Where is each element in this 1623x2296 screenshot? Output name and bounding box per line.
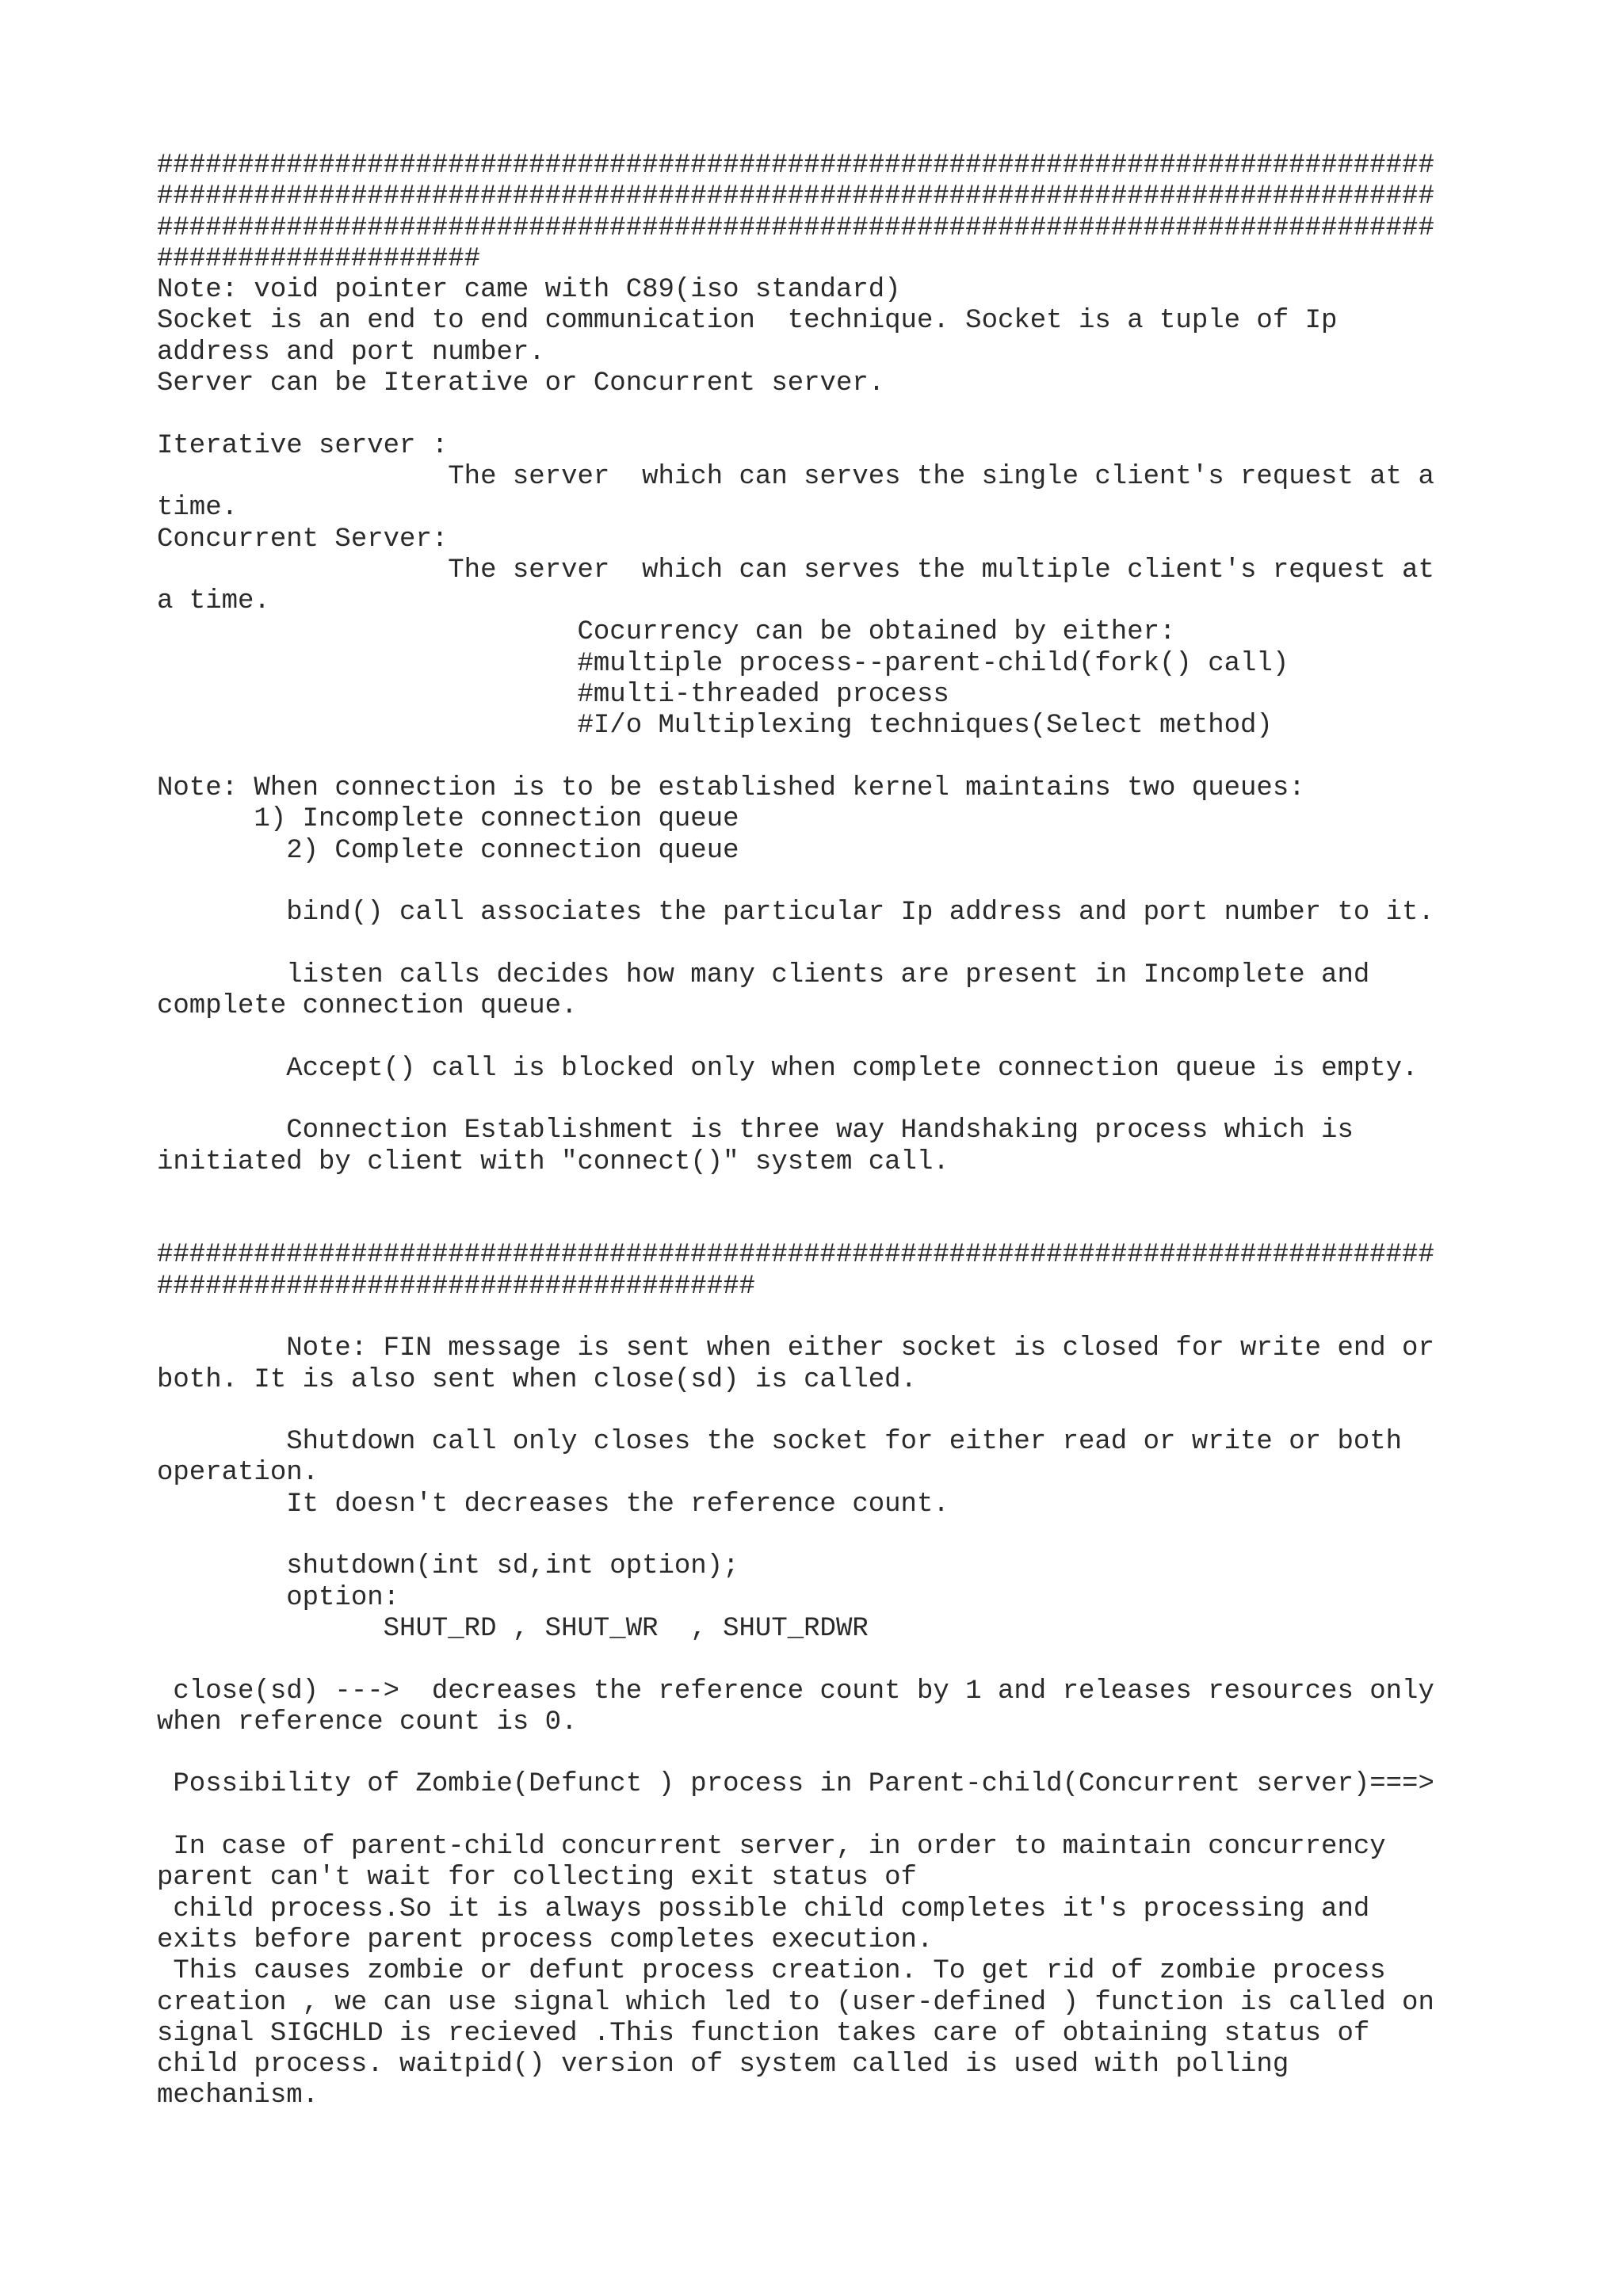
text-line: SHUT_RD , SHUT_WR , SHUT_RDWR [157, 1613, 869, 1644]
text-line [157, 1738, 1599, 1769]
text-line: parent can't wait for collecting exit status of [157, 1863, 917, 1894]
text-line: Accept() call is blocked only when complete connection queue is empty. [157, 1053, 1419, 1084]
text-line: option: [157, 1582, 400, 1613]
text-line [157, 929, 1599, 959]
text-line: This causes zombie or defunt process creation. To get rid of zombie process [157, 1956, 1386, 1987]
text-line: ############################################################################### [157, 212, 1434, 243]
text-line: It doesn't decreases the reference count. [157, 1489, 949, 1520]
text-line: exits before parent process completes execution. [157, 1924, 934, 1955]
text-line [157, 742, 1599, 773]
text-line: listen calls decides how many clients are present in Incomplete and [157, 959, 1370, 990]
text-line: mechanism. [157, 2081, 319, 2111]
text-line: complete connection queue. [157, 991, 578, 1022]
text-line [157, 1209, 1599, 1240]
text-line [157, 1645, 1599, 1676]
text-line: Server can be Iterative or Concurrent server. [157, 368, 885, 399]
text-line: In case of parent-child concurrent server, in order to maintain concurrency [157, 1832, 1386, 1863]
text-line: ##################################### [157, 1271, 755, 1302]
text-line [157, 399, 1599, 430]
text-line: Note: FIN message is sent when either socket is closed for write end or [157, 1333, 1434, 1364]
text-line: ############################################################################### [157, 151, 1434, 181]
text-line: 1) Incomplete connection queue [157, 804, 739, 835]
text-line [157, 1022, 1599, 1053]
text-line: #multiple process--parent-child(fork() call) [157, 648, 1289, 679]
text-line: Note: void pointer came with C89(iso standard) [157, 275, 901, 306]
text-line [157, 1801, 1599, 1832]
text-line: creation , we can use signal which led to (user-defined ) function is called on [157, 1987, 1434, 2018]
text-line: #################### [157, 243, 481, 274]
text-line: Note: When connection is to be established kernel maintains two queues: [157, 772, 1305, 803]
text-line [157, 1396, 1599, 1427]
text-line: when reference count is 0. [157, 1707, 578, 1737]
text-line: address and port number. [157, 337, 545, 368]
text-line: close(sd) ---> decreases the reference count by 1 and releases resources only [157, 1676, 1434, 1707]
text-line: Possibility of Zombie(Defunct ) process in Parent-child(Concurrent server)===> [157, 1769, 1434, 1800]
text-line: ############################################################################### [157, 1240, 1434, 1271]
text-line: Shutdown call only closes the socket for either read or write or both [157, 1427, 1403, 1458]
document-body [157, 151, 1599, 2112]
text-line [157, 1302, 1599, 1333]
text-line: both. It is also sent when close(sd) is called. [157, 1364, 917, 1395]
text-line: shutdown(int sd,int option); [157, 1551, 739, 1582]
text-line: bind() call associates the particular Ip address and port number to it. [157, 898, 1434, 929]
text-line: child process. waitpid() version of system called is used with polling [157, 2050, 1289, 2081]
text-line: operation. [157, 1458, 319, 1489]
text-line: Iterative server : [157, 430, 449, 461]
text-line [157, 867, 1599, 898]
text-line: #I/o Multiplexing techniques(Select method) [157, 711, 1273, 742]
text-line: The server which can serves the multiple client's request at [157, 555, 1434, 585]
text-line [157, 1178, 1599, 1209]
text-line: signal SIGCHLD is recieved .This function takes care of obtaining status of [157, 2018, 1370, 2049]
text-line: a time. [157, 586, 270, 617]
text-line: time. [157, 493, 239, 524]
text-line: Concurrent Server: [157, 524, 449, 555]
text-line: child process.So it is always possible child completes it's processing and [157, 1894, 1370, 1924]
text-line: 2) Complete connection queue [157, 835, 739, 866]
text-line: ############################################################################### [157, 181, 1434, 212]
text-line: Connection Establishment is three way Handshaking process which is [157, 1116, 1354, 1146]
text-line [157, 1085, 1599, 1116]
text-line: Socket is an end to end communication technique. Socket is a tuple of Ip [157, 306, 1338, 337]
text-line: The server which can serves the single client's request at a [157, 461, 1434, 492]
text-line: #multi-threaded process [157, 680, 949, 711]
text-line: initiated by client with "connect()" system call. [157, 1146, 949, 1177]
text-line: Cocurrency can be obtained by either: [157, 617, 1176, 648]
text-line [157, 1520, 1599, 1551]
